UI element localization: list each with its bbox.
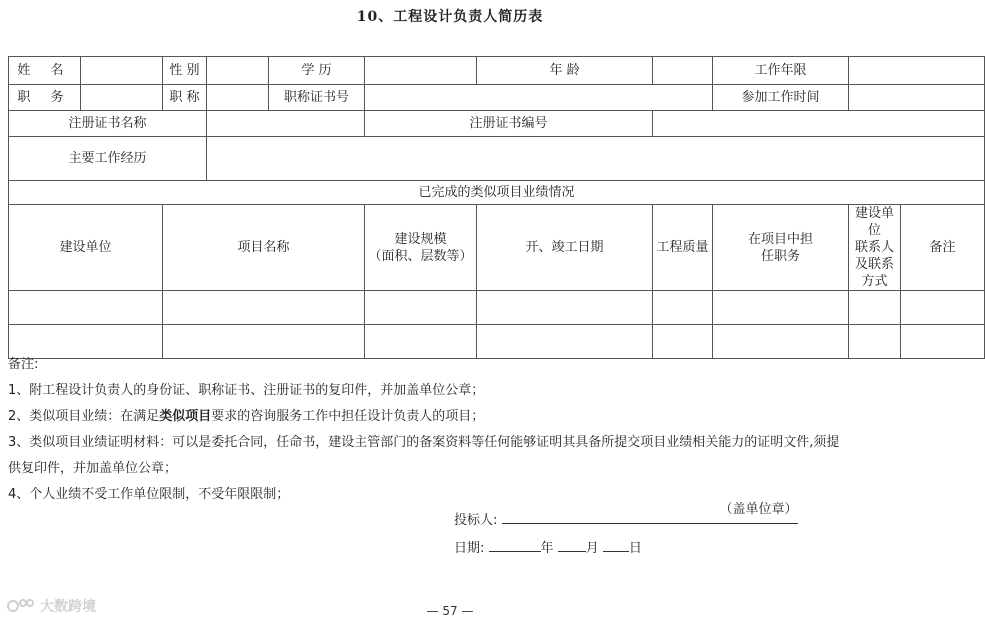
- header-role: [713, 205, 849, 291]
- cell-name-value[interactable]: [81, 57, 163, 85]
- note-item-4: 4、个人业绩不受工作单位限制，不受年限限制；: [8, 487, 290, 502]
- cell-start-work-time-value[interactable]: [849, 85, 985, 111]
- label-name: 姓 名: [9, 57, 81, 85]
- row-position-info: [9, 85, 985, 111]
- row-registration: [9, 111, 985, 137]
- date-day-line[interactable]: [603, 535, 629, 552]
- bidder-label: 投标人:: [454, 513, 498, 528]
- note-item-3-line-2: 供复印件，并加盖单位公章；: [8, 461, 178, 476]
- seal-note: （盖单位章）: [719, 502, 798, 517]
- label-title: 职 称: [163, 85, 207, 111]
- header-contact-line2: 联系人及联系方式: [855, 240, 895, 289]
- cell-age-value[interactable]: [653, 57, 713, 85]
- date-row: [454, 535, 798, 563]
- cell-remark[interactable]: [901, 325, 985, 359]
- label-start-work-time: 参加工作时间: [713, 85, 849, 111]
- label-duty: 职 务: [9, 85, 81, 111]
- cell-duty-value[interactable]: [81, 85, 163, 111]
- label-reg-cert-name: 注册证书名称: [9, 111, 207, 137]
- cell-dates[interactable]: [477, 291, 653, 325]
- header-scale-line2: （面积、层数等）: [368, 248, 473, 264]
- row-experience: [9, 137, 985, 181]
- cell-work-years-value[interactable]: [849, 57, 985, 85]
- notes-section: [8, 352, 888, 508]
- date-label: 日期:: [454, 541, 485, 556]
- label-age: 年 龄: [477, 57, 653, 85]
- cell-education-value[interactable]: [365, 57, 477, 85]
- resume-table: [8, 56, 985, 359]
- label-education: 学 历: [269, 57, 365, 85]
- note-item-2-prefix: 2、类似项目业绩：在满足: [8, 409, 160, 424]
- header-scale: [365, 205, 477, 291]
- watermark-text: 大数跨境: [40, 599, 96, 615]
- label-gender: 性 别: [163, 57, 207, 85]
- label-reg-cert-no: 注册证书编号: [365, 111, 653, 137]
- table-row: [9, 291, 985, 325]
- document-title: 10、工程设计负责人简历表: [356, 9, 544, 25]
- cell-gender-value[interactable]: [207, 57, 269, 85]
- cell-reg-cert-name-value[interactable]: [207, 111, 365, 137]
- date-year-label: 年: [540, 541, 554, 556]
- label-main-experience: 主要工作经历: [9, 137, 207, 181]
- bidder-row: [454, 502, 798, 535]
- date-year-line[interactable]: [489, 535, 541, 552]
- header-contact: [849, 205, 901, 291]
- cell-project-name[interactable]: [163, 291, 365, 325]
- header-role-line1: 在项目中担: [748, 231, 814, 247]
- header-role-line2: 任职务: [761, 248, 801, 264]
- bidder-line[interactable]: [502, 502, 798, 524]
- signature-block: [454, 502, 798, 563]
- page-number: — 57 —: [426, 604, 474, 618]
- cell-contact[interactable]: [849, 291, 901, 325]
- header-project-name: 项目名称: [163, 205, 365, 291]
- section-title-completed-projects: 已完成的类似项目业绩情况: [9, 181, 985, 205]
- cell-reg-cert-no-value[interactable]: [653, 111, 985, 137]
- note-item-2-suffix: 要求的咨询服务工作中担任设计负责人的项目；: [211, 409, 485, 424]
- cell-remark[interactable]: [901, 291, 985, 325]
- cell-role[interactable]: [713, 291, 849, 325]
- header-contact-line1: 建设单位: [855, 206, 895, 238]
- note-item-3-line-1: 3、类似项目业绩证明材料：可以是委托合同，任命书，建设主管部门的备案资料等任何能够证明其具备所提交项目业绩相关能力的证明文件,须提: [8, 435, 840, 450]
- row-column-headers: [9, 205, 985, 291]
- date-day-label: 日: [628, 541, 642, 556]
- row-basic-info: [9, 57, 985, 85]
- note-item-1: 1、附工程设计负责人的身份证、职称证书、注册证书的复印件，并加盖单位公章；: [8, 383, 485, 398]
- note-item-2-bold: 类似项目: [159, 409, 212, 424]
- cell-main-experience-value[interactable]: [207, 137, 985, 181]
- label-work-years: 工作年限: [713, 57, 849, 85]
- date-month-line[interactable]: [558, 535, 586, 552]
- row-section-title: [9, 181, 985, 205]
- cell-title-cert-no-value[interactable]: [365, 85, 713, 111]
- cell-builder[interactable]: [9, 291, 163, 325]
- cell-scale[interactable]: [365, 291, 477, 325]
- header-quality: 工程质量: [653, 205, 713, 291]
- date-month-label: 月: [585, 541, 599, 556]
- notes-heading: 备注:: [8, 357, 39, 372]
- cell-title-value[interactable]: [207, 85, 269, 111]
- header-builder: 建设单位: [9, 205, 163, 291]
- cell-quality[interactable]: [653, 291, 713, 325]
- label-title-cert-no: 职称证书号: [269, 85, 365, 111]
- header-dates: 开、竣工日期: [477, 205, 653, 291]
- header-remark: 备注: [901, 205, 985, 291]
- header-scale-line1: 建设规模: [394, 231, 447, 247]
- note-item-2: [8, 404, 888, 430]
